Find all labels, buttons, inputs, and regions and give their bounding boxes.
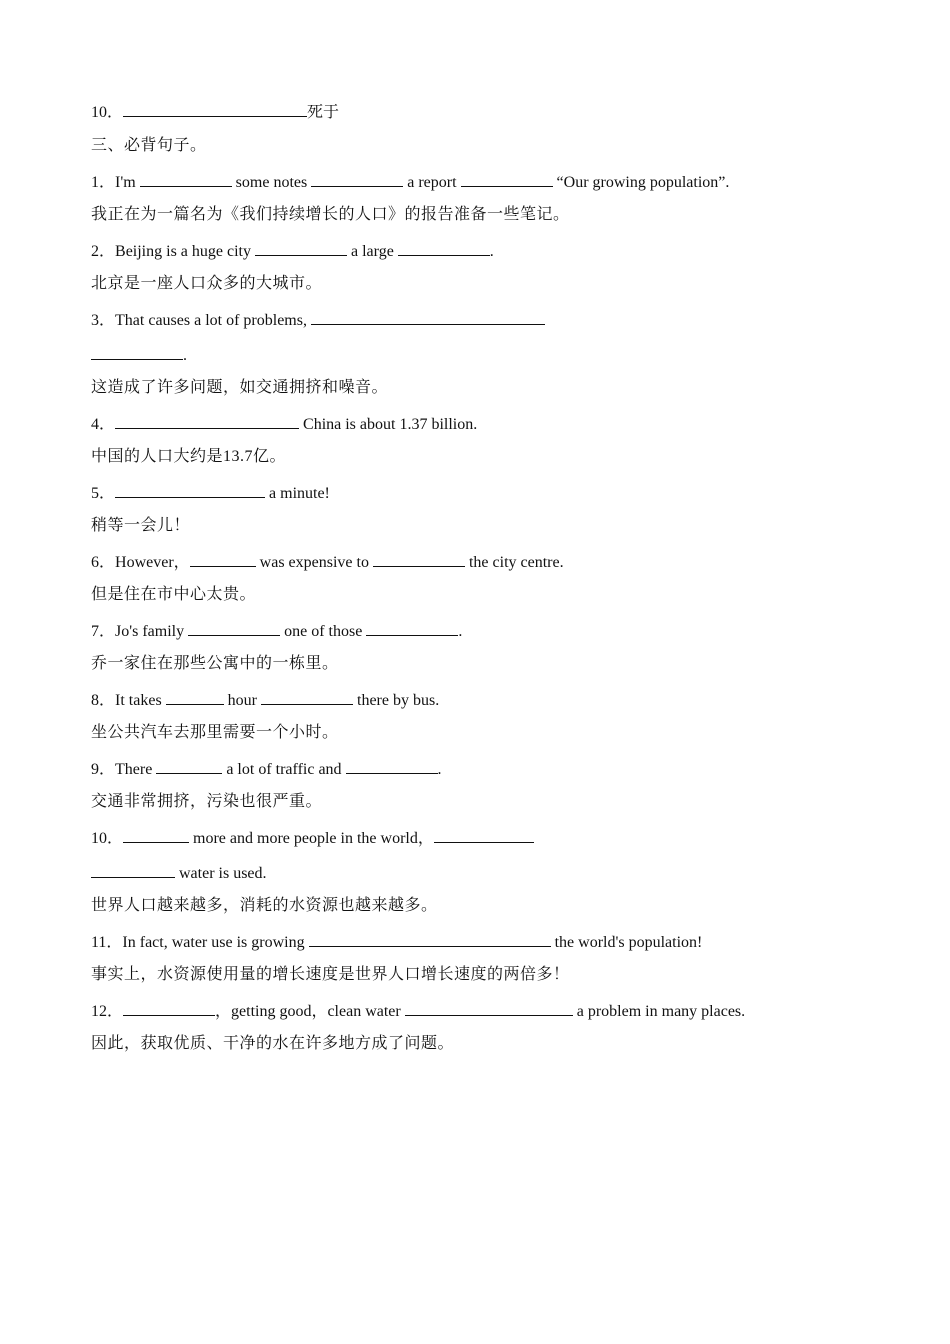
sentence-text: In fact, water use is growing bbox=[122, 934, 305, 951]
sentence-text: . bbox=[489, 243, 494, 260]
answer-blank[interactable] bbox=[309, 932, 551, 947]
answer-blank[interactable] bbox=[166, 690, 224, 705]
sentence-3-continued bbox=[91, 345, 187, 366]
item-number: 3． bbox=[91, 312, 116, 329]
translation-4: 中国的人口大约是13.7亿。 bbox=[91, 448, 287, 465]
translation-12: 因此，获取优质、干净的水在许多地方成了问题。 bbox=[91, 1035, 455, 1052]
answer-blank[interactable] bbox=[123, 1001, 215, 1016]
translation-2: 北京是一座人口众多的大城市。 bbox=[91, 275, 323, 292]
vocab-item-10 bbox=[91, 102, 339, 123]
sentence-text: there by bus. bbox=[357, 692, 440, 709]
sentence-text: a large bbox=[351, 243, 394, 260]
answer-blank[interactable] bbox=[115, 414, 299, 429]
item-number: 5． bbox=[91, 485, 116, 502]
sentence-text: That causes a lot of problems, bbox=[115, 312, 307, 329]
answer-blank[interactable] bbox=[346, 759, 438, 774]
sentence-3 bbox=[91, 310, 545, 331]
answer-blank[interactable] bbox=[405, 1001, 573, 1016]
sentence-text: some notes bbox=[235, 174, 308, 191]
answer-blank[interactable] bbox=[156, 759, 222, 774]
answer-blank[interactable] bbox=[311, 172, 403, 187]
sentence-text: Beijing is a huge city bbox=[115, 243, 251, 260]
sentence-7 bbox=[91, 621, 462, 642]
sentence-text: a problem in many places. bbox=[576, 1003, 746, 1020]
item-number: 10． bbox=[91, 104, 124, 121]
answer-blank[interactable] bbox=[123, 102, 307, 117]
translation-6: 但是住在市中心太贵。 bbox=[91, 586, 257, 603]
item-text: 死于 bbox=[307, 104, 340, 121]
sentence-text: the world's population! bbox=[554, 934, 703, 951]
item-number: 2． bbox=[91, 243, 116, 260]
sentence-text: China is about 1.37 billion. bbox=[303, 416, 478, 433]
sentence-text: one of those bbox=[284, 623, 363, 640]
sentence-10 bbox=[91, 828, 534, 849]
item-number: 7． bbox=[91, 623, 116, 640]
translation-11: 事实上，水资源使用量的增长速度是世界人口增长速度的两倍多！ bbox=[91, 966, 570, 983]
item-number: 11． bbox=[91, 934, 123, 951]
translation-10: 世界人口越来越多，消耗的水资源也越来越多。 bbox=[91, 897, 438, 914]
sentence-9 bbox=[91, 759, 442, 780]
sentence-text: However， bbox=[115, 554, 190, 571]
sentence-text: a minute! bbox=[269, 485, 330, 502]
sentence-12 bbox=[91, 1001, 745, 1022]
sentence-text: I'm bbox=[115, 174, 136, 191]
item-number: 6． bbox=[91, 554, 116, 571]
item-number: 12． bbox=[91, 1003, 124, 1020]
sentence-text: hour bbox=[227, 692, 257, 709]
sentence-11 bbox=[91, 932, 702, 953]
answer-blank[interactable] bbox=[373, 552, 465, 567]
translation-8: 坐公共汽车去那里需要一个小时。 bbox=[91, 724, 339, 741]
translation-9: 交通非常拥挤，污染也很严重。 bbox=[91, 793, 323, 810]
answer-blank[interactable] bbox=[461, 172, 553, 187]
sentence-text: . bbox=[183, 347, 187, 364]
sentence-text: ，getting good，clean water bbox=[215, 1003, 401, 1020]
answer-blank[interactable] bbox=[398, 241, 490, 256]
answer-blank[interactable] bbox=[91, 863, 175, 878]
sentence-text: “Our growing population”. bbox=[556, 174, 730, 191]
answer-blank[interactable] bbox=[91, 345, 183, 360]
sentence-text: There bbox=[115, 761, 153, 778]
item-number: 8． bbox=[91, 692, 116, 709]
sentence-text: It takes bbox=[115, 692, 162, 709]
sentence-4 bbox=[91, 414, 477, 435]
sentence-text: Jo's family bbox=[115, 623, 185, 640]
sentence-text: a report bbox=[407, 174, 457, 191]
sentence-text: water is used. bbox=[179, 865, 267, 882]
item-number: 4． bbox=[91, 416, 116, 433]
sentence-5 bbox=[91, 483, 330, 504]
sentence-text: more and more people in the world， bbox=[193, 830, 434, 847]
translation-3: 这造成了许多问题，如交通拥挤和噪音。 bbox=[91, 379, 389, 396]
answer-blank[interactable] bbox=[366, 621, 458, 636]
sentence-8 bbox=[91, 690, 439, 711]
section-heading: 三、必背句子。 bbox=[91, 137, 207, 154]
answer-blank[interactable] bbox=[188, 621, 280, 636]
sentence-10-continued bbox=[91, 863, 267, 884]
translation-1: 我正在为一篇名为《我们持续增长的人口》的报告准备一些笔记。 bbox=[91, 206, 570, 223]
answer-blank[interactable] bbox=[255, 241, 347, 256]
translation-7: 乔一家住在那些公寓中的一栋里。 bbox=[91, 655, 339, 672]
sentence-text: . bbox=[458, 623, 463, 640]
sentence-text: a lot of traffic and bbox=[226, 761, 342, 778]
item-number: 9． bbox=[91, 761, 116, 778]
item-number: 1． bbox=[91, 174, 116, 191]
sentence-1 bbox=[91, 172, 729, 193]
item-number: 10． bbox=[91, 830, 124, 847]
answer-blank[interactable] bbox=[115, 483, 265, 498]
sentence-text: the city centre. bbox=[468, 554, 564, 571]
sentence-text: was expensive to bbox=[259, 554, 369, 571]
sentence-6 bbox=[91, 552, 564, 573]
translation-5: 稍等一会儿！ bbox=[91, 517, 191, 534]
answer-blank[interactable] bbox=[311, 310, 545, 325]
answer-blank[interactable] bbox=[434, 828, 534, 843]
answer-blank[interactable] bbox=[190, 552, 256, 567]
answer-blank[interactable] bbox=[123, 828, 189, 843]
sentence-text: . bbox=[437, 761, 442, 778]
sentence-2 bbox=[91, 241, 494, 262]
answer-blank[interactable] bbox=[140, 172, 232, 187]
answer-blank[interactable] bbox=[261, 690, 353, 705]
